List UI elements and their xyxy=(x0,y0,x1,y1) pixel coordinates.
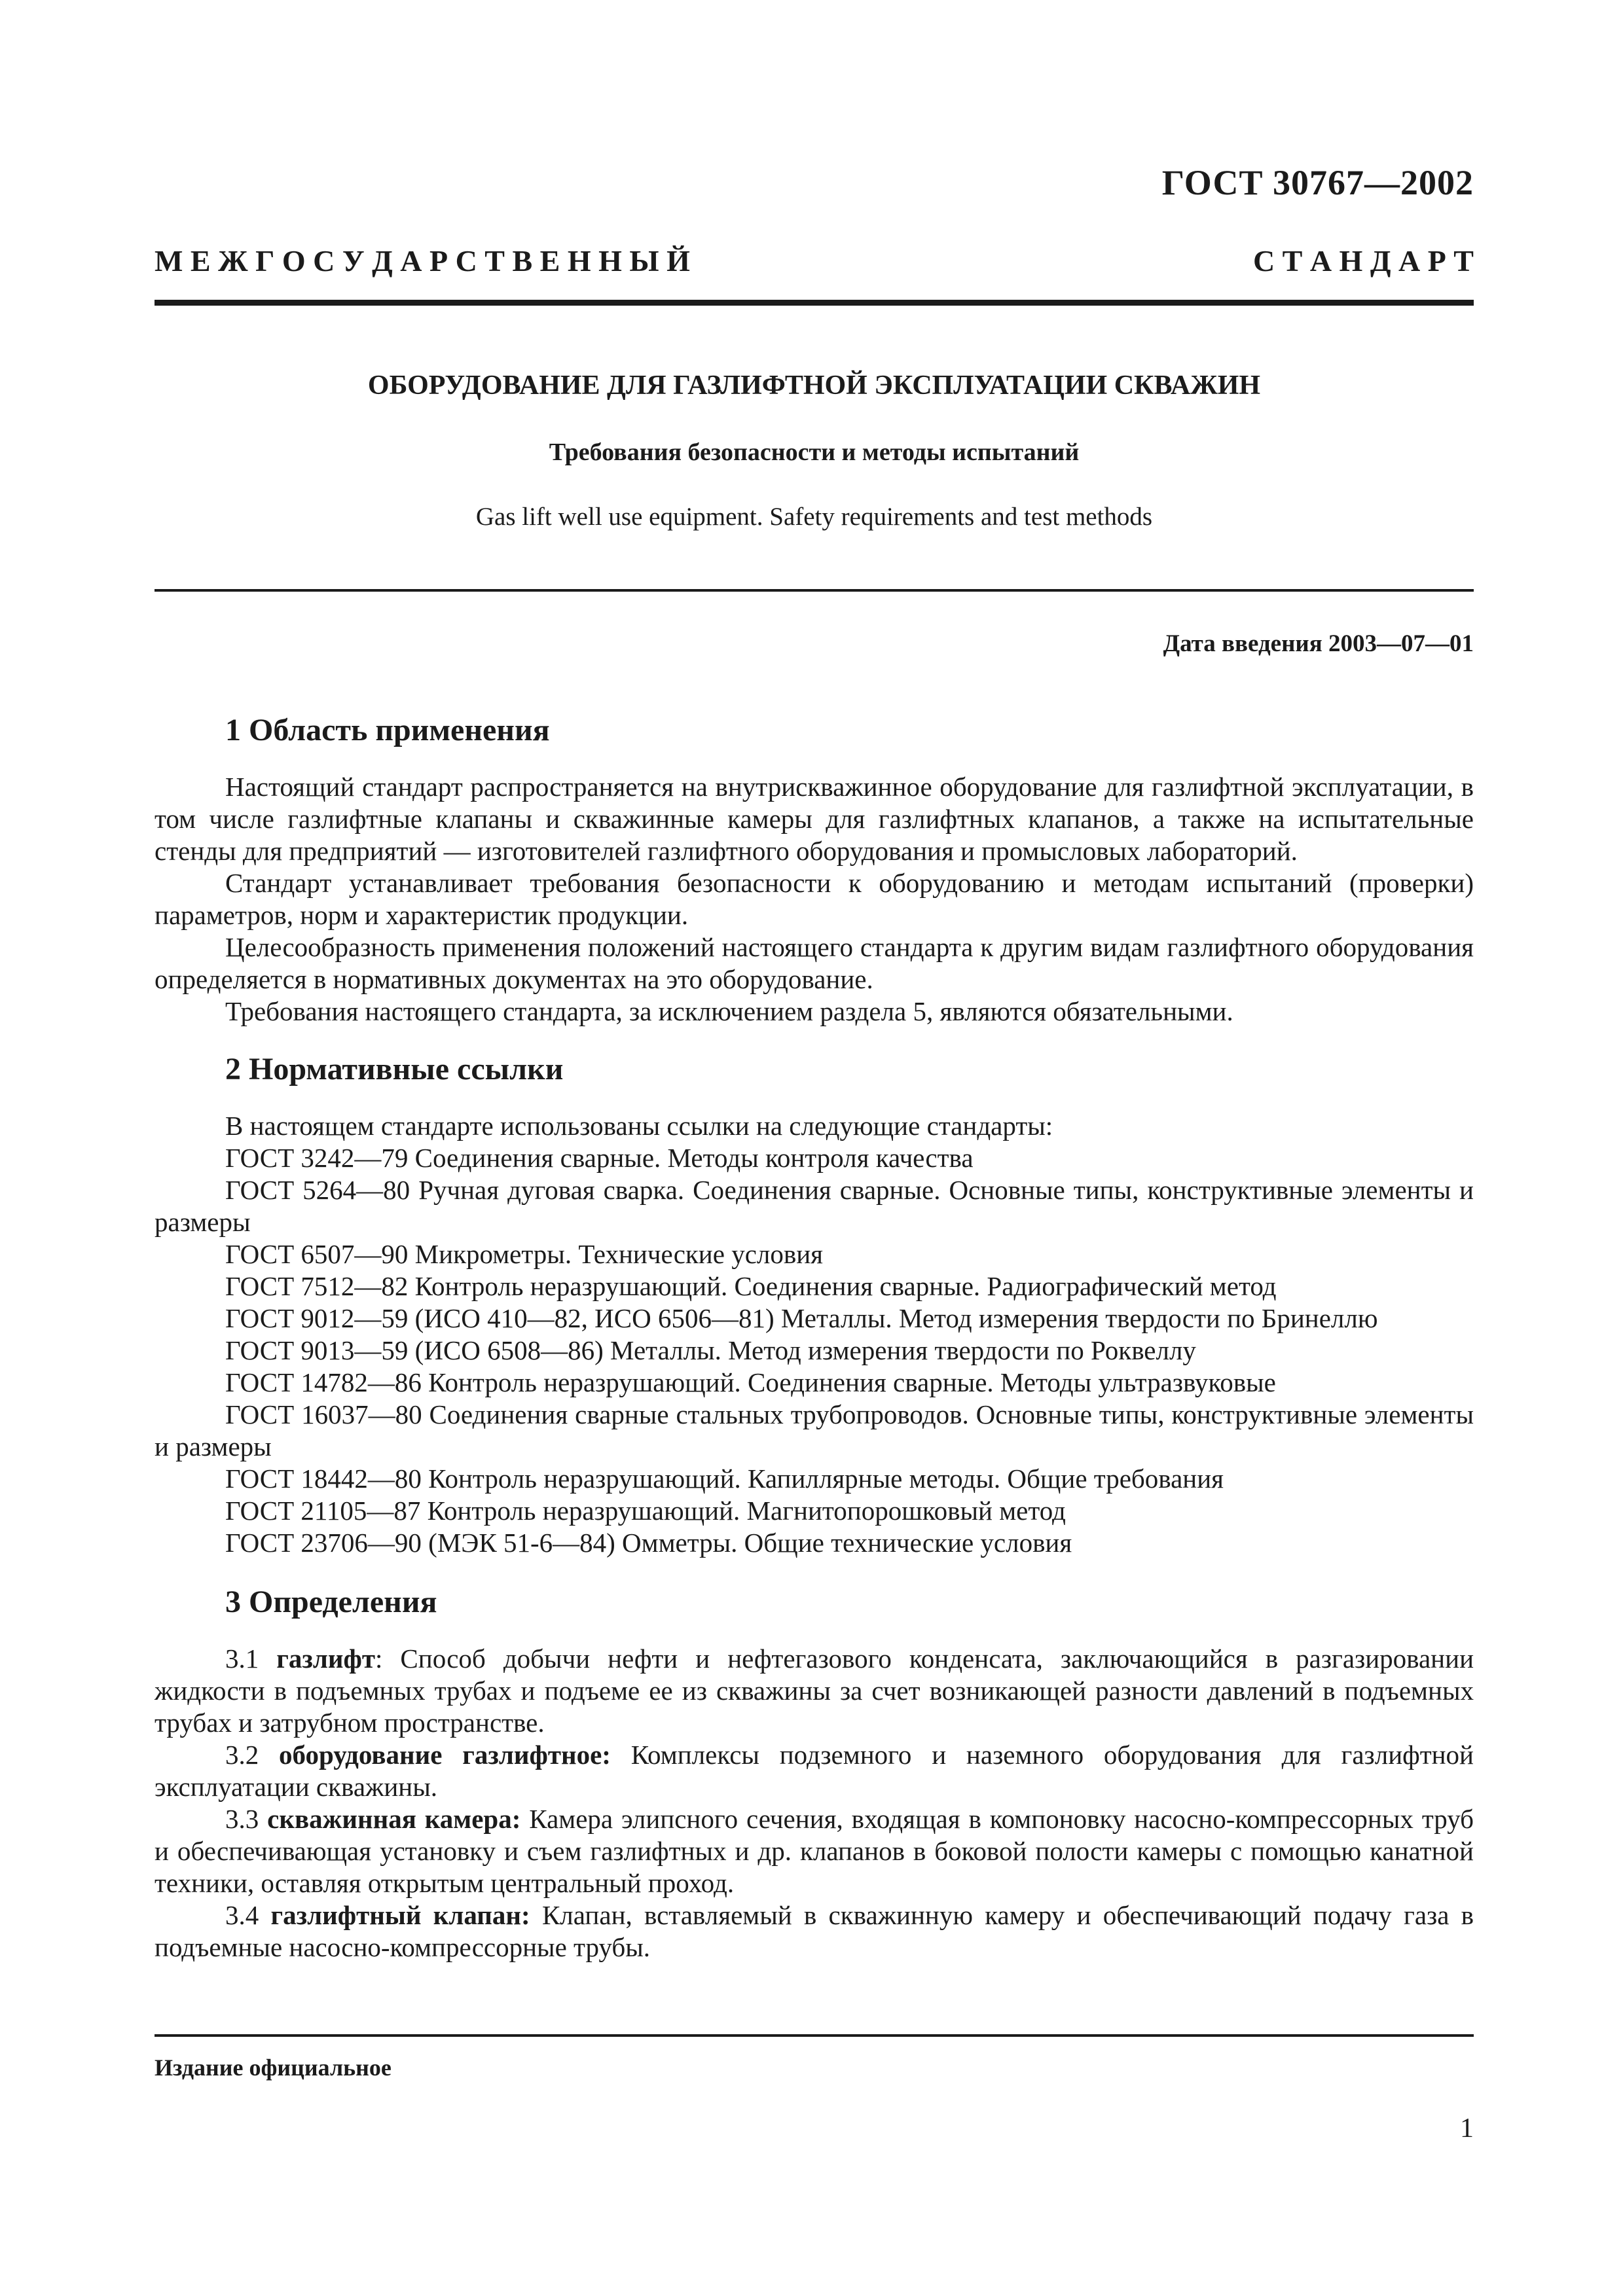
definition-text: Комплексы подземного и наземного оборудования для газлифтной эксплуатации скважины. xyxy=(155,1740,1474,1802)
section-1-paragraph: Стандарт устанавливает требования безопасности к оборудованию и методам испытаний (проверки) параметров, норм и характеристик продукции. xyxy=(155,868,1474,930)
reference-item: ГОСТ 16037—80 Соединения сварные стальных трубопроводов. Основные типы, конструктивные элементы и размеры xyxy=(155,1399,1474,1462)
definition-term: газлифт xyxy=(276,1643,376,1674)
reference-item: ГОСТ 21105—87 Контроль неразрушающий. Магнитопорошковый метод xyxy=(225,1496,1066,1526)
definition-item xyxy=(155,1899,1474,1964)
definition-text: : Способ добычи нефти и нефтегазового конденсата, заключающийся в разгазировании жидкости в подъемных трубах и подъеме ее из скважины за счет возникающей разности давлений в подъемных трубах и затрубном пространстве. xyxy=(155,1643,1474,1738)
document-number: ГОСТ 30767—2002 xyxy=(1161,163,1474,202)
section-1-heading: 1 Область применения xyxy=(225,713,550,747)
document-body xyxy=(155,712,1474,1964)
document-title: ОБОРУДОВАНИЕ ДЛЯ ГАЗЛИФТНОЙ ЭКСПЛУАТАЦИИ СКВАЖИН xyxy=(367,370,1261,401)
section-2-heading: 2 Нормативные ссылки xyxy=(225,1052,564,1086)
definition-number: 3.4 xyxy=(225,1900,259,1930)
official-edition-label: Издание официальное xyxy=(155,2054,392,2081)
definition-term: газлифтный клапан: xyxy=(270,1900,530,1930)
reference-item: ГОСТ 14782—86 Контроль неразрушающий. Соединения сварные. Методы ультразвуковые xyxy=(225,1367,1276,1397)
section-1-paragraph: Требования настоящего стандарта, за исключением раздела 5, являются обязательными. xyxy=(225,996,1233,1026)
definition-item xyxy=(155,1643,1474,1739)
reference-item: ГОСТ 23706—90 (МЭК 51-6—84) Омметры. Общие технические условия xyxy=(225,1528,1072,1558)
interstate-word: М Е Ж Г О С У Д А Р С Т В Е Н Н Ы Й xyxy=(155,244,690,278)
interstate-standard-banner xyxy=(155,243,1474,278)
reference-item: ГОСТ 6507—90 Микрометры. Технические условия xyxy=(225,1239,824,1269)
definition-text: Клапан, вставляемый в скважинную камеру и обеспечивающий подачу газа в подъемные насосно-компрессорные трубы. xyxy=(155,1900,1474,1962)
title-rule xyxy=(155,589,1474,592)
header-rule xyxy=(155,300,1474,306)
references-intro: В настоящем стандарте использованы ссылки на следующие стандарты: xyxy=(225,1111,1053,1141)
reference-item: ГОСТ 9012—59 (ИСО 410—82, ИСО 6506—81) Металлы. Метод измерения твердости по Бринеллю xyxy=(225,1303,1378,1333)
introduction-date: Дата введения 2003—07—01 xyxy=(1163,630,1474,657)
definition-number: 3.2 xyxy=(225,1740,259,1770)
definition-number: 3.3 xyxy=(225,1804,259,1834)
reference-item: ГОСТ 3242—79 Соединения сварные. Методы контроля качества xyxy=(225,1143,974,1173)
footer-rule xyxy=(155,2034,1474,2037)
definition-item xyxy=(155,1803,1474,1899)
definition-number: 3.1 xyxy=(225,1643,259,1674)
document-subtitle: Требования безопасности и методы испытаний xyxy=(549,439,1080,466)
reference-item: ГОСТ 9013—59 (ИСО 6508—86) Металлы. Метод измерения твердости по Роквеллу xyxy=(225,1335,1196,1365)
document-title-english: Gas lift well use equipment. Safety requirements and test methods xyxy=(475,503,1153,531)
page-number: 1 xyxy=(1460,2113,1474,2144)
standard-word: С Т А Н Д А Р Т xyxy=(1252,244,1474,278)
reference-item: ГОСТ 7512—82 Контроль неразрушающий. Соединения сварные. Радиографический метод xyxy=(225,1271,1277,1301)
section-1-paragraph: Настоящий стандарт распространяется на внутрискважинное оборудование для газлифтной эксплуатации, в том числе газлифтные клапаны и скважинные камеры для газлифтных клапанов, а также на испытательные стенды для предприятий — изготовителей газлифтного оборудования и промысловых лабораторий. xyxy=(155,772,1474,866)
reference-item: ГОСТ 18442—80 Контроль неразрушающий. Капиллярные методы. Общие требования xyxy=(225,1463,1224,1494)
section-3-heading: 3 Определения xyxy=(225,1585,437,1619)
reference-item: ГОСТ 5264—80 Ручная дуговая сварка. Соединения сварные. Основные типы, конструктивные элементы и размеры xyxy=(155,1175,1474,1237)
definition-term: скважинная камера: xyxy=(267,1804,521,1834)
section-1-paragraph: Целесообразность применения положений настоящего стандарта к другим видам газлифтного оборудования определяется в нормативных документах на это оборудование. xyxy=(155,932,1474,994)
definition-item xyxy=(155,1739,1474,1803)
definition-text: Камера элипсного сечения, входящая в компоновку насосно-компрессорных труб и обеспечивающая установку и съем газлифтных и др. клапанов в боковой полости камеры с помощью канатной техники, оставляя открытым центральный проход. xyxy=(155,1804,1474,1898)
definition-term: оборудование газлифтное: xyxy=(279,1740,611,1770)
